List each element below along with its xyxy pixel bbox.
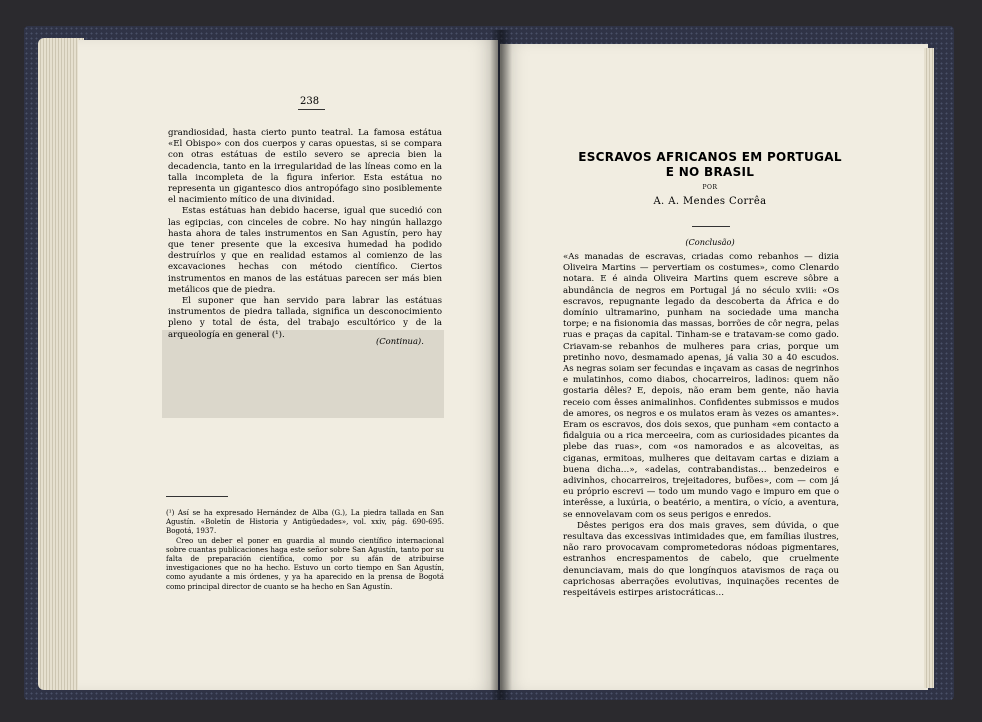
page-edges-right — [924, 48, 934, 688]
left-body-text — [168, 128, 442, 341]
title-line: ESCRAVOS AFRICANOS EM PORTUGAL — [578, 150, 842, 164]
footnote: (¹) Así se ha expresado Hernández de Alba (G.), La piedra tallada en San Agustín. «Boletín de Historia y Antigüedades», vol. xxiv, pág. 690-695. Bogotá, 1937. — [166, 508, 444, 536]
paragraph: El suponer que han servido para labrar las estátuas instrumentos de piedra tallada, significa un desconocimiento pleno y total de ésta, del trabajo escultórico y de la arqueología en general (¹). — [168, 296, 442, 340]
right-body-text — [563, 252, 839, 599]
footnote-rule — [166, 496, 228, 497]
page-number: 238 — [298, 96, 325, 110]
paragraph: Estas estátuas han debido hacerse, igual que sucedió con las egipcias, con cinceles de cobre. No hay ningún hallazgo hasta ahora de tales instrumentos en San Agustín, pero hay que tener presente que la excesiva humedad ha podido destruírlos y que en realidad estamos al comienzo de las excavaciones hechas con método científico. Ciertos instrumentos en manos de las estátuas parecen ser más bien metálicos que de piedra. — [168, 206, 442, 295]
title-line: E NO BRASIL — [665, 165, 755, 179]
author-name: A. A. Mendes Corrêa — [653, 196, 767, 207]
conclusao-label: (Conclusão) — [685, 237, 735, 247]
book-gutter — [490, 30, 512, 700]
footnote: Creo un deber el poner en guardia al mundo científico internacional sobre cuantas publicaciones haga este señor sobre San Agustín, tanto por su falta de preparación científica, como por su afán de atribuirse investigaciones que no ha hecho. Estuvo un corto tiempo en San Agustín, como ayudante a mis órdenes, y ya ha aparecido en la prensa de Bogotá como principal director de cuanto se ha hecho en San Agustín. — [166, 535, 444, 591]
por-label: POR — [702, 184, 718, 191]
paragraph: Dêstes perigos era dos mais graves, sem dúvida, o que resultava das excessivas intimidades que, em famílias ilustres, não raro provocavam comprometedoras nódoas pigmentares, estranhos encrespamentos de cabelo, que cruelmente denunciavam, mais do que longínquos atavismos de raça ou caprichosas aberrações evolutivas, inquinações recentes de respeitáveis estirpes aristocráticas… — [563, 520, 839, 599]
title-rule — [692, 226, 730, 227]
continua-label: (Continua). — [376, 336, 424, 346]
paragraph: grandiosidad, hasta cierto punto teatral. La famosa estátua «El Obispo» con dos cuerpos y caras opuestas, si se compara con otras estátuas de estilo severo se aprecia bien la decadencia, tanto en la irregularidad de las líneas como en la talla incompleta de la figura inferior. Esta estátua no representa un gigantesco dios antropófago sino posiblemente el nacimiento mítico de una divinidad. — [168, 128, 442, 206]
paragraph: «As manadas de escravas, criadas como rebanhos — dizia Oliveira Martins — pervertiam os costumes», como Clenardo notara. E é ainda Oliveira Martins quem escreve sôbre a abundância de negros em Portugal já no século xviii: «Os escravos, repugnante legado da descoberta da África e do domínio ultramarino, punham na sociedade uma mancha torpe; e na fisionomia das massas, borrões de côr negra, pelas ruas e praças da capital. Tinham-se e tratavam-se como gado. Criavam-se rebanhos de mulheres para crias, porque um pretinho novo, desmamado apenas, já valia 30 a 40 escudos. As negras soiam ser fecundas e inçavam as casas de negrinhos e mulatinhos, como diabos, chocarreiros, ladinos: quem não gostaria dêles? E, depois, não eram bem gente, não havia receio com êsses animalinhos. Confidentes submissos e mudos de amores, os negros e os mulatos eram às vezes os amantes». Eram os escravos, dos dois sexos, que punham «em contacto a fidalguia ou a rica merceeira, com as curiosidades picantes da plebe das ruas», com «os namorados e as alcoveitas, as ciganas, ermitoas, mulheres que deitavam cartas e diziam a buena dicha…», «adelas, contrabandistas… benzedeiros e adivinhos, chocarreiros, trejeitadores, bufões», com — com já eu próprio escrevi — todo um mundo vago e impuro em que o interêsse, a luxúria, o beatério, a mentira, o vício, a aventura, se ennovelavam com os seus perigos e enredos. — [563, 252, 839, 520]
footnotes — [166, 508, 444, 591]
article-title — [560, 150, 860, 180]
